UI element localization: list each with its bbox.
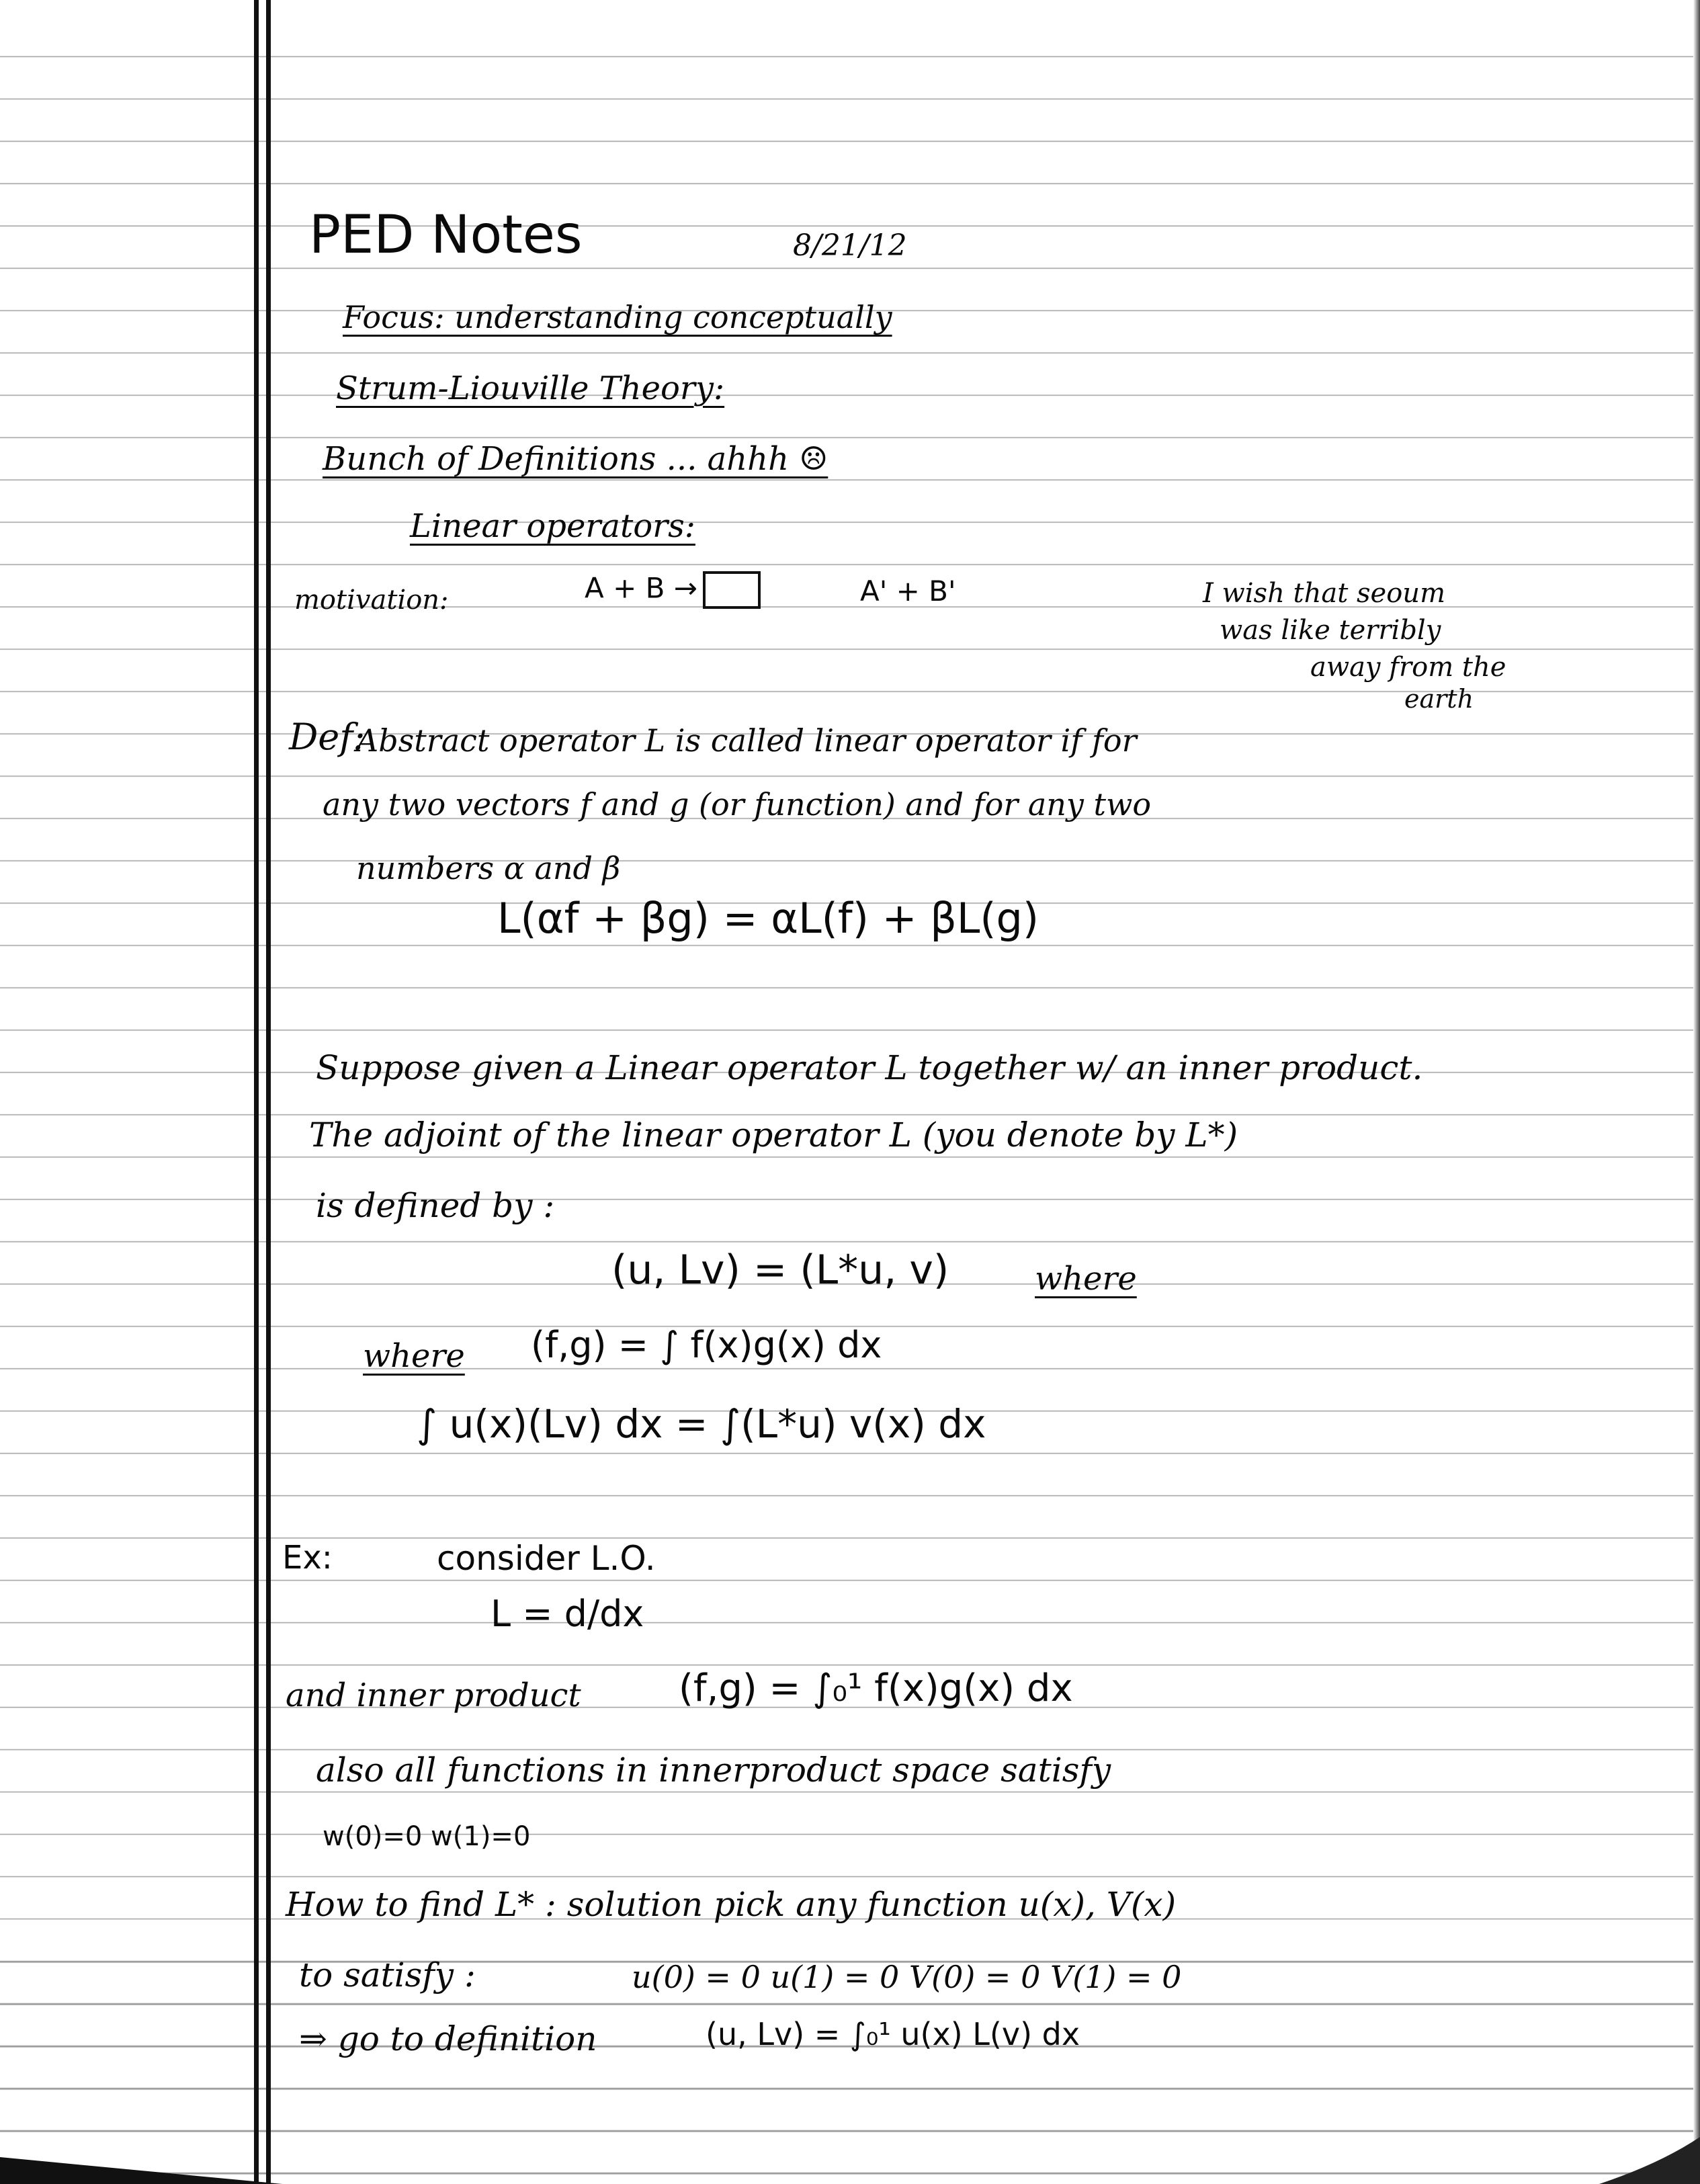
adjoint-line-2: The adjoint of the linear operator L (you denote by L*) [309,1116,1238,1154]
adjoint-integral: ∫ u(x)(Lv) dx = ∫(L*u) v(x) dx [417,1401,986,1447]
page-corner-curl-right [1599,2070,1700,2184]
example-inner-label: and inner product [286,1677,581,1714]
page-edge [1693,0,1700,2184]
adjoint-line-1: Suppose given a Linear operator L together w/ an inner product. [316,1048,1423,1087]
definition-line-1: Abstract operator L is called linear operator if for [356,722,1137,759]
side-note-line-2: was like terribly [1220,615,1441,646]
example-boundary-conditions: w(0)=0 w(1)=0 [323,1821,531,1852]
definition-line-3: numbers α and β [356,850,621,886]
adjoint-formula: (u, Lv) = (L*u, v) [611,1247,949,1294]
example-inner-formula: (f,g) = ∫₀¹ f(x)g(x) dx [679,1667,1073,1710]
inner-product-formula: (f,g) = ∫ f(x)g(x) dx [531,1324,882,1366]
motivation-left: A + B → [585,571,697,605]
motivation-right: A' + B' [860,575,956,607]
definitions-line: Bunch of Definitions ... ahhh ☹ [323,440,828,478]
where-right: where [1035,1260,1137,1298]
example-how: How to find L* : solution pick any function u(x), V(x) [286,1885,1177,1924]
example-satisfy-label: to satisfy : [299,1956,476,1994]
example-satisfy-conditions: u(0) = 0 u(1) = 0 V(0) = 0 V(1) = 0 [632,1959,1182,1995]
margin-line-left [254,0,259,2184]
example-also: also all functions in innerproduct space satisfy [316,1751,1111,1790]
operator-box [703,571,761,609]
example-label: Ex: [282,1539,333,1577]
page-date: 8/21/12 [793,228,907,263]
side-note-line-4: earth [1404,684,1474,714]
side-note-line-3: away from the [1310,652,1506,683]
topic-heading: Strum-Liouville Theory: [336,370,725,407]
side-note-line-1: I wish that seoum [1203,578,1445,609]
example-L-definition: L = d/dx [491,1593,644,1635]
where-left: where [363,1337,465,1375]
linear-operators-heading: Linear operators: [410,507,695,545]
motivation-label: motivation: [294,585,449,616]
page-corner-curl [0,2056,282,2184]
linearity-formula: L(αf + βg) = αL(f) + βL(g) [497,894,1039,943]
example-go: ⇒ go to definition [299,2019,597,2058]
example-consider: consider L.O. [437,1539,656,1578]
margin-line-right [266,0,271,2184]
definition-line-2: any two vectors f and g (or function) and for any two [323,786,1152,823]
focus-line: Focus: understanding conceptually [343,299,892,335]
motivation-diagram [585,571,766,609]
definition-label: Def: [289,716,366,758]
adjoint-line-3: is defined by : [316,1186,555,1225]
page-title: PED Notes [309,205,583,265]
example-go-formula: (u, Lv) = ∫₀¹ u(x) L(v) dx [706,2016,1080,2052]
